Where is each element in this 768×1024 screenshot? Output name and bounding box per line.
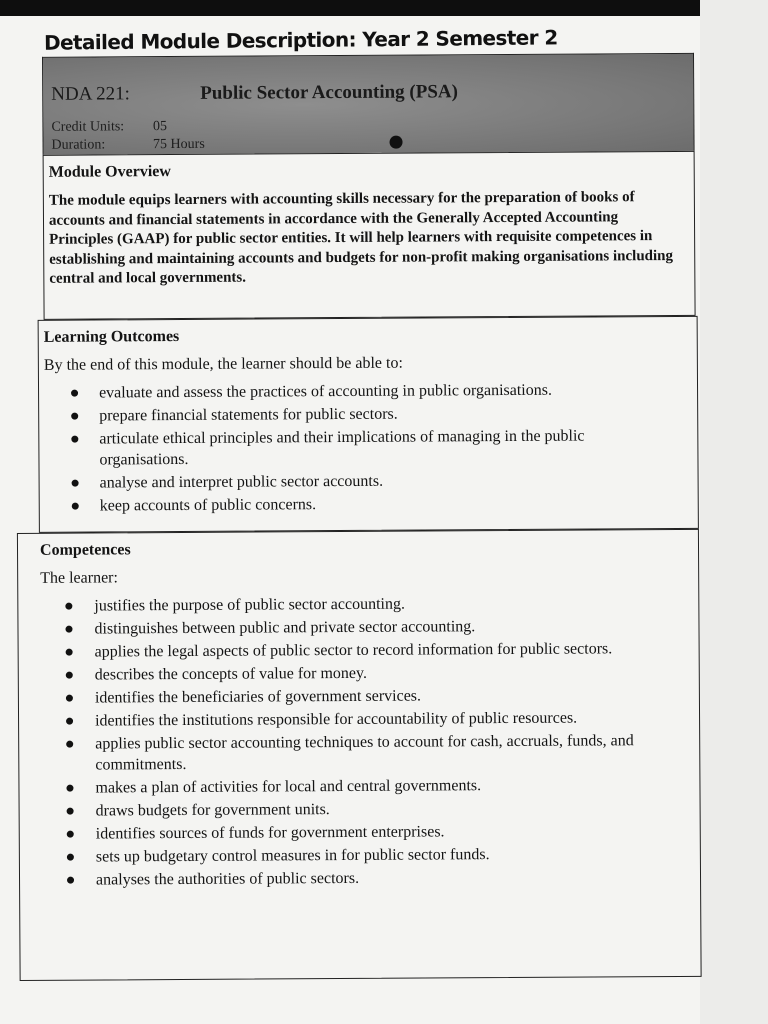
bullet-icon bbox=[71, 436, 78, 443]
bullet-icon bbox=[71, 413, 78, 420]
list-item bbox=[44, 402, 659, 427]
list-item bbox=[41, 638, 685, 663]
learning-outcomes-heading: Learning Outcomes bbox=[43, 327, 180, 346]
list-item bbox=[41, 774, 685, 799]
module-overview-text: The module equips learners with accounting skills necessary for the preparation of books of accounts and financial statements in accordance with the Generally Accepted Accounting Principles (GAAP) for public sector entities. It will help learners with requisite competences in establishing and maintaining accounts and budgets for non-profit making organisations including central and local governments. bbox=[48, 189, 674, 288]
duration-value: 75 Hours bbox=[152, 136, 205, 153]
list-item-text: analyses the authorities of public sectors. bbox=[95, 869, 360, 889]
module-overview-heading: Module Overview bbox=[48, 163, 171, 181]
list-item-text: applies the legal aspects of public sector to record information for public sectors. bbox=[94, 640, 613, 661]
list-item bbox=[41, 661, 685, 686]
bullet-icon bbox=[71, 390, 78, 397]
list-item bbox=[42, 843, 686, 868]
list-item-text: makes a plan of activities for local and central governments. bbox=[95, 777, 482, 797]
scan-top-band bbox=[0, 0, 700, 16]
list-item bbox=[40, 592, 684, 617]
list-item bbox=[41, 684, 685, 709]
learning-outcomes-section bbox=[38, 316, 699, 533]
list-item-text: describes the concepts of value for money. bbox=[94, 664, 368, 684]
learning-outcomes-list bbox=[44, 379, 698, 517]
bullet-icon bbox=[67, 877, 74, 884]
module-overview-section bbox=[43, 151, 696, 320]
list-item-text: articulate ethical principles and their implications of managing in the public organisations. bbox=[99, 427, 585, 469]
bullet-icon bbox=[66, 741, 73, 748]
list-item-text: analyse and interpret public sector accounts. bbox=[99, 472, 384, 492]
list-item bbox=[45, 469, 660, 494]
bullet-icon bbox=[66, 718, 73, 725]
bullet-icon bbox=[67, 854, 74, 861]
competences-list bbox=[40, 592, 700, 891]
list-item bbox=[44, 425, 659, 471]
bullet-icon bbox=[66, 649, 73, 656]
duration-label: Duration: bbox=[51, 137, 106, 153]
list-item bbox=[42, 797, 686, 822]
list-item-text: identifies sources of funds for government enterprises. bbox=[95, 823, 445, 843]
bullet-icon bbox=[67, 831, 74, 838]
list-item-text: identifies the beneficiaries of government services. bbox=[94, 687, 422, 707]
list-item-text: justifies the purpose of public sector accounting. bbox=[94, 595, 405, 615]
list-item bbox=[42, 866, 686, 891]
credit-units-value: 05 bbox=[152, 119, 167, 135]
list-item-text: identifies the institutions responsible for accountability of public resources. bbox=[95, 709, 578, 730]
list-item-text: sets up budgetary control measures in for public sector funds. bbox=[95, 846, 490, 866]
page-edge-shadow bbox=[700, 0, 768, 1024]
credit-units-row bbox=[51, 119, 167, 136]
bullet-icon bbox=[72, 503, 79, 510]
bullet-icon bbox=[65, 603, 72, 610]
list-item-text: distinguishes between public and private sector accounting. bbox=[94, 618, 476, 638]
module-code: NDA 221: bbox=[51, 83, 130, 105]
list-item-text: keep accounts of public concerns. bbox=[99, 496, 317, 515]
competences-intro: The learner: bbox=[40, 569, 118, 587]
list-item-text: evaluate and assess the practices of accounting in public organisations. bbox=[99, 381, 553, 402]
competences-heading: Competences bbox=[39, 541, 131, 559]
module-header bbox=[42, 53, 695, 155]
module-description-table bbox=[14, 53, 702, 981]
duration-row bbox=[51, 137, 204, 154]
list-item bbox=[44, 379, 659, 404]
list-item-text: prepare financial statements for public sectors. bbox=[99, 405, 398, 425]
bullet-icon bbox=[65, 626, 72, 633]
list-item-text: draws budgets for government units. bbox=[95, 801, 330, 820]
bullet-icon bbox=[67, 808, 74, 815]
page-title: Detailed Module Description: Year 2 Semester 2 bbox=[43, 25, 558, 55]
bullet-icon bbox=[66, 695, 73, 702]
list-item bbox=[40, 615, 684, 640]
list-item-text: applies public sector accounting techniques to account for cash, accruals, funds, and commitments. bbox=[95, 732, 634, 774]
list-item bbox=[41, 707, 685, 732]
list-item bbox=[42, 820, 686, 845]
list-item bbox=[41, 730, 685, 776]
bullet-icon bbox=[72, 480, 79, 487]
learning-outcomes-intro: By the end of this module, the learner should be able to: bbox=[43, 354, 403, 374]
bullet-icon bbox=[66, 785, 73, 792]
credit-units-label: Credit Units: bbox=[51, 119, 125, 135]
module-name: Public Sector Accounting (PSA) bbox=[200, 81, 459, 104]
bullet-icon bbox=[66, 672, 73, 679]
competences-section bbox=[17, 529, 702, 981]
ink-blot bbox=[389, 136, 402, 149]
list-item bbox=[45, 492, 660, 517]
